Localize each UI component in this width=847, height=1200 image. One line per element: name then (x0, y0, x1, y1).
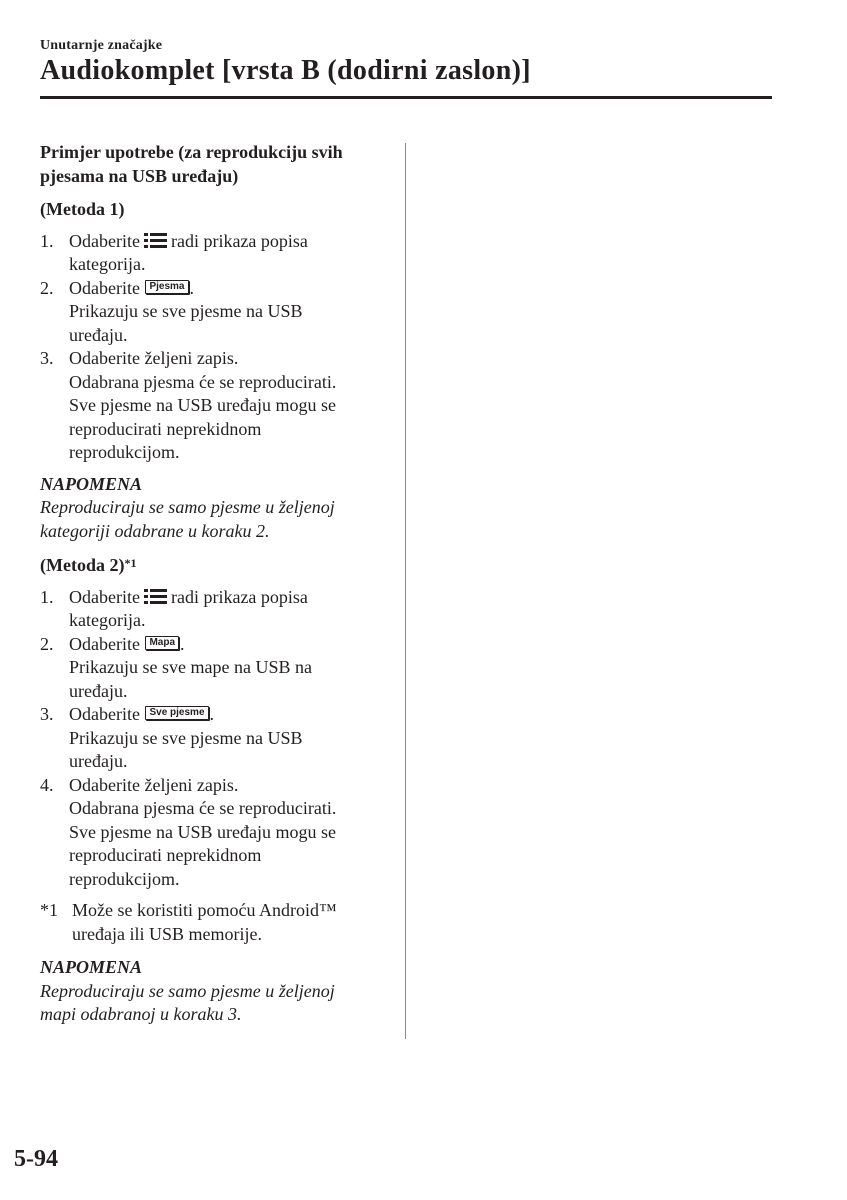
step-text: . (180, 633, 185, 654)
step-text: Odaberite (69, 704, 140, 724)
step-number: 2. (40, 277, 54, 298)
mapa-button[interactable]: Mapa (145, 636, 179, 650)
step-line: Odabrana pjesma će se reproducirati. (69, 798, 337, 818)
step-line: reproducirati neprekidnom (69, 845, 262, 865)
pjesma-button[interactable]: Pjesma (145, 280, 188, 294)
method-2-steps (40, 586, 390, 892)
step-line: Sve pjesme na USB uređaju mogu se (69, 395, 336, 415)
note-line: kategoriji odabrane u koraku 2. (40, 520, 270, 541)
step-text: . (209, 704, 215, 724)
step-item (40, 230, 390, 277)
step-line: uređaju. (69, 324, 128, 345)
step-number: 2. (40, 633, 54, 654)
left-column (40, 141, 390, 1038)
note-line: Reproduciraju se samo pjesme u željenoj (40, 980, 335, 1001)
page-title: Audiokomplet [vrsta B (dodirni zaslon)] (40, 55, 531, 86)
heading-line: Primjer upotrebe (za reprodukciju svih (40, 142, 343, 162)
footnote-mark: *1 (40, 900, 58, 920)
step-line: Prikazuju se sve mape na USB na (69, 657, 312, 677)
method-1-title: (Metoda 1) (40, 199, 125, 219)
step-line: reproducirati neprekidnom (69, 418, 262, 439)
footnote (40, 899, 390, 946)
footnote-reference: *1 (124, 556, 137, 570)
list-menu-icon (144, 589, 167, 604)
step-text: Odaberite (69, 633, 140, 654)
title-rule (40, 96, 772, 99)
step-line: Prikazuju se sve pjesme na USB (69, 727, 303, 748)
step-text: radi prikaza popisa (170, 586, 308, 607)
step-line: Odabrana pjesma će se reproducirati. (69, 371, 337, 392)
method-2-title (40, 554, 390, 578)
step-item (40, 586, 390, 633)
step-line: uređaju. (69, 680, 128, 701)
section-label: Unutarnje značajke (40, 38, 163, 53)
note-body (40, 980, 390, 1027)
note-body (40, 496, 390, 543)
step-number: 1. (40, 230, 54, 251)
section-heading (40, 141, 390, 188)
step-item (40, 277, 390, 348)
step-text: Odaberite željeni zapis. (69, 774, 239, 795)
list-menu-icon (144, 233, 167, 248)
method-1-steps (40, 230, 390, 465)
step-number: 3. (40, 348, 54, 368)
step-text: Odaberite (69, 586, 140, 607)
step-item (40, 703, 390, 774)
note-title: NAPOMENA (40, 957, 143, 977)
step-line: kategorija. (69, 254, 146, 274)
step-text: Odaberite željeni zapis. (69, 348, 239, 368)
step-number: 4. (40, 774, 54, 795)
column-divider (405, 143, 406, 1039)
note-title: NAPOMENA (40, 473, 143, 494)
step-text: . (189, 277, 194, 298)
heading-line: pjesama na USB uređaju) (40, 165, 239, 186)
step-item (40, 347, 390, 465)
step-line: uređaju. (69, 751, 128, 771)
step-text: Odaberite (69, 277, 140, 298)
page-number: 5-94 (14, 1146, 58, 1172)
note-line: mapi odabranoj u koraku 3. (40, 1004, 242, 1024)
method-2-label: (Metoda 2) (40, 555, 125, 575)
step-line: Prikazuju se sve pjesme na USB (69, 301, 303, 321)
footnote-line: Može se koristiti pomoću Android™ (72, 900, 337, 920)
step-line: Sve pjesme na USB uređaju mogu se (69, 821, 336, 842)
step-text: Odaberite (69, 230, 140, 251)
step-item (40, 633, 390, 704)
step-text: radi prikaza popisa (170, 230, 308, 251)
step-number: 3. (40, 704, 54, 724)
sve-pjesme-button[interactable]: Sve pjesme (145, 706, 208, 720)
step-item (40, 774, 390, 892)
step-number: 1. (40, 586, 54, 607)
step-line: kategorija. (69, 610, 146, 630)
footnote-line: uređaja ili USB memorije. (72, 923, 262, 944)
step-line: reprodukcijom. (69, 868, 180, 889)
note-line: Reproduciraju se samo pjesme u željenoj (40, 497, 335, 517)
step-line: reprodukcijom. (69, 442, 180, 462)
